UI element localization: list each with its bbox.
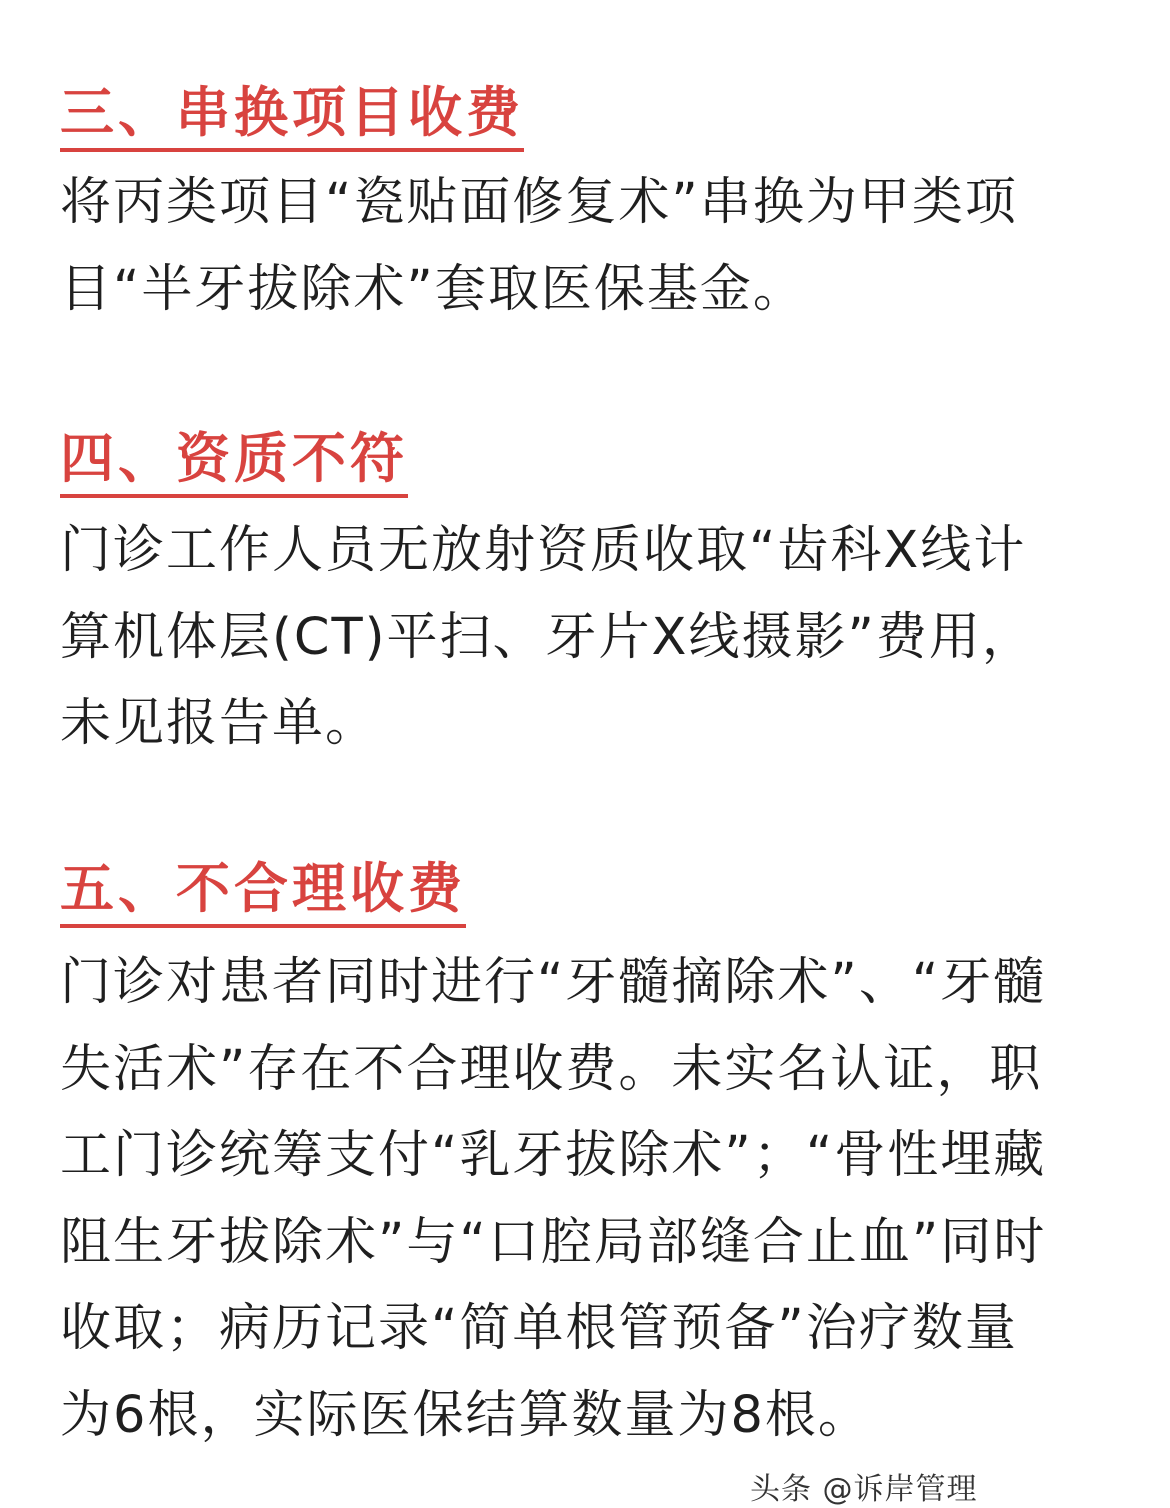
section-5-line-5: 收取；病历记录“简单根管预备”治疗数量 bbox=[60, 1299, 1018, 1358]
section-5-line-3: 工门诊统筹支付“乳牙拔除术”；“骨性埋藏 bbox=[60, 1126, 1047, 1185]
section-4-line-3: 未见报告单。 bbox=[60, 694, 379, 753]
section-4-line-2: 算机体层(CT)平扫、牙片X线摄影”费用， bbox=[60, 607, 1035, 667]
section-5-line-4: 阻生牙拔除术”与“口腔局部缝合止血”同时 bbox=[60, 1212, 1047, 1272]
section-4-heading: 四、资质不符 bbox=[60, 428, 408, 498]
watermark: 头条 @诉岸管理 bbox=[750, 1472, 978, 1507]
section-5-line-1: 门诊对患者同时进行“牙髓摘除术”、“牙髓 bbox=[60, 953, 1047, 1012]
section-3-line-2: 目“半牙拔除术”套取医保基金。 bbox=[60, 259, 806, 319]
section-3-heading: 三、串换项目收费 bbox=[60, 82, 524, 152]
section-3-line-1: 将丙类项目“瓷贴面修复术”串换为甲类项 bbox=[60, 173, 1018, 232]
section-4-line-1: 门诊工作人员无放射资质收取“齿科X线计 bbox=[60, 521, 1027, 580]
section-5-line-2: 失活术”存在不合理收费。未实名认证，职 bbox=[60, 1039, 1043, 1099]
section-5-heading: 五、不合理收费 bbox=[60, 858, 466, 928]
section-3-body bbox=[60, 160, 1120, 333]
section-5-body bbox=[60, 940, 1120, 1459]
section-5-line-6: 为6根，实际医保结算数量为8根。 bbox=[60, 1385, 871, 1445]
section-4-body bbox=[60, 508, 1120, 768]
